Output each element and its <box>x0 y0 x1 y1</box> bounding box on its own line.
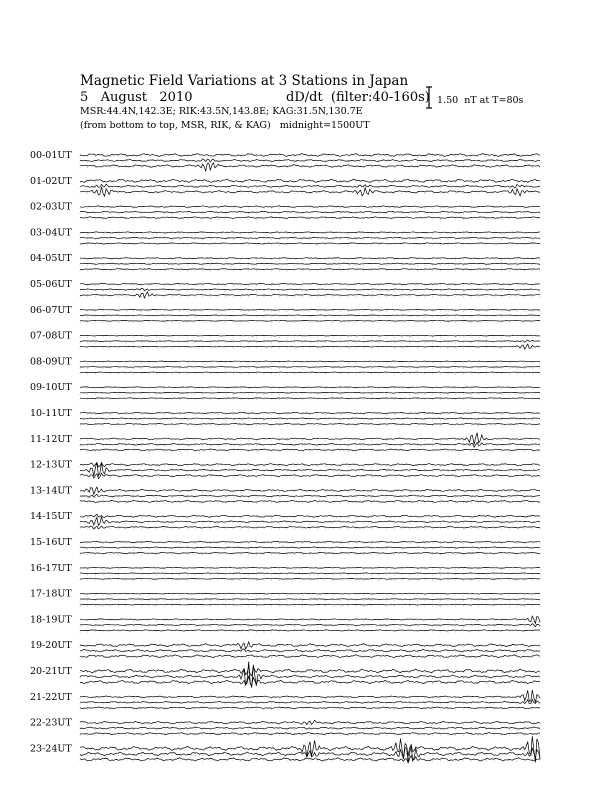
trace-kag <box>80 258 540 259</box>
trace-rik <box>80 340 540 342</box>
trace-rik <box>80 367 540 368</box>
trace-kag <box>80 642 540 649</box>
trace-kag <box>80 487 540 494</box>
hour-row <box>30 150 540 171</box>
time-ticks <box>80 631 540 632</box>
time-ticks <box>80 569 540 570</box>
time-ticks <box>80 657 540 658</box>
time-ticks <box>80 259 540 260</box>
time-ticks <box>80 296 540 297</box>
hour-label: 19-20UT <box>30 640 72 652</box>
trace-msr <box>80 604 540 605</box>
hour-row <box>30 331 540 350</box>
time-ticks <box>80 311 540 312</box>
trace-kag <box>80 361 540 362</box>
time-ticks <box>80 703 540 704</box>
time-ticks <box>80 523 540 524</box>
time-ticks <box>80 580 540 581</box>
time-ticks <box>80 414 540 415</box>
time-ticks <box>80 574 540 575</box>
hour-row <box>30 305 540 323</box>
hour-label: 03-04UT <box>30 227 72 239</box>
hour-label: 18-19UT <box>30 614 72 626</box>
trace-rik <box>80 184 540 187</box>
trace-kag <box>80 283 540 284</box>
time-ticks <box>80 528 540 529</box>
trace-kag <box>80 616 540 624</box>
time-ticks <box>80 497 540 498</box>
hour-row <box>30 176 540 197</box>
hour-label: 10-11UT <box>30 408 72 419</box>
time-ticks <box>80 471 540 472</box>
trace-msr <box>80 449 540 451</box>
hour-label: 22-23UT <box>30 717 72 729</box>
trace-kag <box>80 541 540 542</box>
time-ticks <box>80 724 540 725</box>
trace-msr <box>80 552 540 553</box>
trace-rik <box>80 700 540 704</box>
hour-row <box>30 356 540 374</box>
time-ticks <box>80 420 540 421</box>
trace-rik <box>80 315 540 316</box>
order-note: (from bottom to top, MSR, RIK, & KAG) midnight=1500UT <box>80 120 370 131</box>
trace-rik <box>80 599 540 600</box>
hour-row <box>30 253 540 271</box>
time-ticks <box>80 394 540 395</box>
trace-rik <box>80 263 540 264</box>
trace-rik <box>80 237 540 238</box>
time-ticks <box>80 735 540 736</box>
chart-title: Magnetic Field Variations at 3 Stations in Japan <box>80 73 409 89</box>
trace-rik <box>80 289 540 291</box>
hour-label: 17-18UT <box>30 588 72 600</box>
time-ticks <box>80 698 540 699</box>
trace-msr <box>80 217 540 219</box>
trace-kag <box>80 567 540 568</box>
trace-kag <box>80 690 540 702</box>
scale-label: 1.50 nT at T=80s <box>437 95 524 106</box>
trace-kag <box>80 666 540 676</box>
trace-msr <box>80 423 540 424</box>
trace-kag <box>80 206 540 208</box>
trace-rik <box>80 573 540 574</box>
trace-msr <box>80 630 540 631</box>
hour-label: 02-03UT <box>30 201 72 213</box>
hour-label: 16-17UT <box>30 562 72 574</box>
trace-rik <box>80 392 540 393</box>
time-ticks <box>80 755 540 756</box>
time-ticks <box>80 595 540 596</box>
time-ticks <box>80 606 540 607</box>
hour-label: 09-10UT <box>30 382 72 394</box>
hour-row <box>30 736 540 763</box>
time-ticks <box>80 208 540 209</box>
time-ticks <box>80 451 540 452</box>
time-ticks <box>80 683 540 684</box>
time-ticks <box>80 368 540 369</box>
time-ticks <box>80 291 540 292</box>
hour-label: 15-16UT <box>30 537 72 548</box>
time-ticks <box>80 502 540 503</box>
time-ticks <box>80 549 540 550</box>
hour-row <box>30 718 540 736</box>
time-ticks <box>80 342 540 343</box>
time-ticks <box>80 600 540 601</box>
hour-row <box>30 511 540 529</box>
hour-rows <box>30 150 540 763</box>
time-ticks <box>80 491 540 492</box>
time-ticks <box>80 337 540 338</box>
trace-msr <box>80 320 540 321</box>
trace-msr <box>80 398 540 399</box>
date-label: 5 August 2010 <box>80 90 193 105</box>
hour-row <box>30 563 540 581</box>
time-ticks <box>80 678 540 679</box>
trace-rik <box>80 547 540 548</box>
time-ticks <box>80 213 540 214</box>
hour-label: 21-22UT <box>30 691 72 703</box>
time-ticks <box>80 193 540 194</box>
time-ticks <box>80 626 540 627</box>
time-ticks <box>80 543 540 544</box>
hour-label: 12-13UT <box>30 459 72 471</box>
time-ticks <box>80 554 540 555</box>
time-ticks <box>80 182 540 183</box>
time-ticks <box>80 265 540 266</box>
trace-msr <box>80 578 540 579</box>
hour-row <box>30 640 540 658</box>
hour-label: 11-12UT <box>30 433 72 445</box>
time-ticks <box>80 445 540 446</box>
trace-rik <box>80 418 540 419</box>
trace-msr <box>80 372 540 373</box>
time-ticks <box>80 440 540 441</box>
time-ticks <box>80 322 540 323</box>
time-ticks <box>80 749 540 750</box>
hour-label: 01-02UT <box>30 175 72 187</box>
hour-label: 07-08UT <box>30 330 72 342</box>
hour-row <box>30 690 540 710</box>
trace-msr <box>80 733 540 735</box>
hour-row <box>30 227 540 245</box>
trace-msr <box>80 243 540 244</box>
time-ticks <box>80 270 540 271</box>
trace-rik <box>80 211 540 213</box>
trace-kag <box>80 412 540 413</box>
hour-row <box>30 589 540 607</box>
trace-rik <box>80 649 540 652</box>
trace-msr <box>80 163 540 171</box>
hour-row <box>30 460 540 479</box>
hour-label: 04-05UT <box>30 253 72 265</box>
hour-label: 13-14UT <box>30 485 72 497</box>
trace-msr <box>80 756 540 763</box>
hour-label: 14-15UT <box>30 511 72 523</box>
time-ticks <box>80 760 540 761</box>
time-ticks <box>80 399 540 400</box>
trace-kag <box>80 335 540 336</box>
hour-row <box>30 408 540 426</box>
component-label: dD/dt (filter:40-160s) <box>286 90 430 105</box>
time-ticks <box>80 517 540 518</box>
hour-row <box>30 433 540 452</box>
time-ticks <box>80 388 540 389</box>
hour-row <box>30 662 540 688</box>
trace-msr <box>80 269 540 270</box>
time-ticks <box>80 620 540 621</box>
hour-label: 00-01UT <box>30 150 72 161</box>
hour-row <box>30 485 540 503</box>
trace-kag <box>80 232 540 233</box>
time-ticks <box>80 219 540 220</box>
trace-msr <box>80 707 540 709</box>
time-ticks <box>80 244 540 245</box>
time-ticks <box>80 729 540 730</box>
trace-kag <box>80 309 540 310</box>
hour-label: 06-07UT <box>30 304 72 316</box>
hour-label: 20-21UT <box>30 666 72 677</box>
trace-rik <box>80 727 540 729</box>
time-ticks <box>80 187 540 188</box>
trace-msr <box>80 500 540 502</box>
hour-label: 08-09UT <box>30 356 72 368</box>
hour-row <box>30 382 540 400</box>
time-ticks <box>80 233 540 234</box>
hour-row <box>30 537 540 555</box>
time-ticks <box>80 646 540 647</box>
time-ticks <box>80 477 540 478</box>
time-ticks <box>80 373 540 374</box>
time-ticks <box>80 167 540 168</box>
time-ticks <box>80 285 540 286</box>
hour-row <box>30 202 540 220</box>
trace-kag <box>80 433 540 445</box>
time-ticks <box>80 348 540 349</box>
trace-kag <box>80 387 540 388</box>
hour-row <box>30 614 540 632</box>
time-ticks <box>80 162 540 163</box>
stations-label: MSR:44.4N,142.3E; RIK:43.5N,143.8E; KAG:31.5N,130.7E <box>80 106 363 117</box>
hour-label: 23-24UT <box>30 743 72 755</box>
time-ticks <box>80 652 540 653</box>
time-ticks <box>80 709 540 710</box>
time-ticks <box>80 156 540 157</box>
trace-kag <box>80 593 540 594</box>
hour-row <box>30 279 540 298</box>
time-ticks <box>80 239 540 240</box>
time-ticks <box>80 466 540 467</box>
time-ticks <box>80 362 540 363</box>
time-ticks <box>80 316 540 317</box>
time-ticks <box>80 672 540 673</box>
time-ticks <box>80 425 540 426</box>
hour-label: 05-06UT <box>30 279 72 290</box>
trace-kag <box>80 514 540 517</box>
